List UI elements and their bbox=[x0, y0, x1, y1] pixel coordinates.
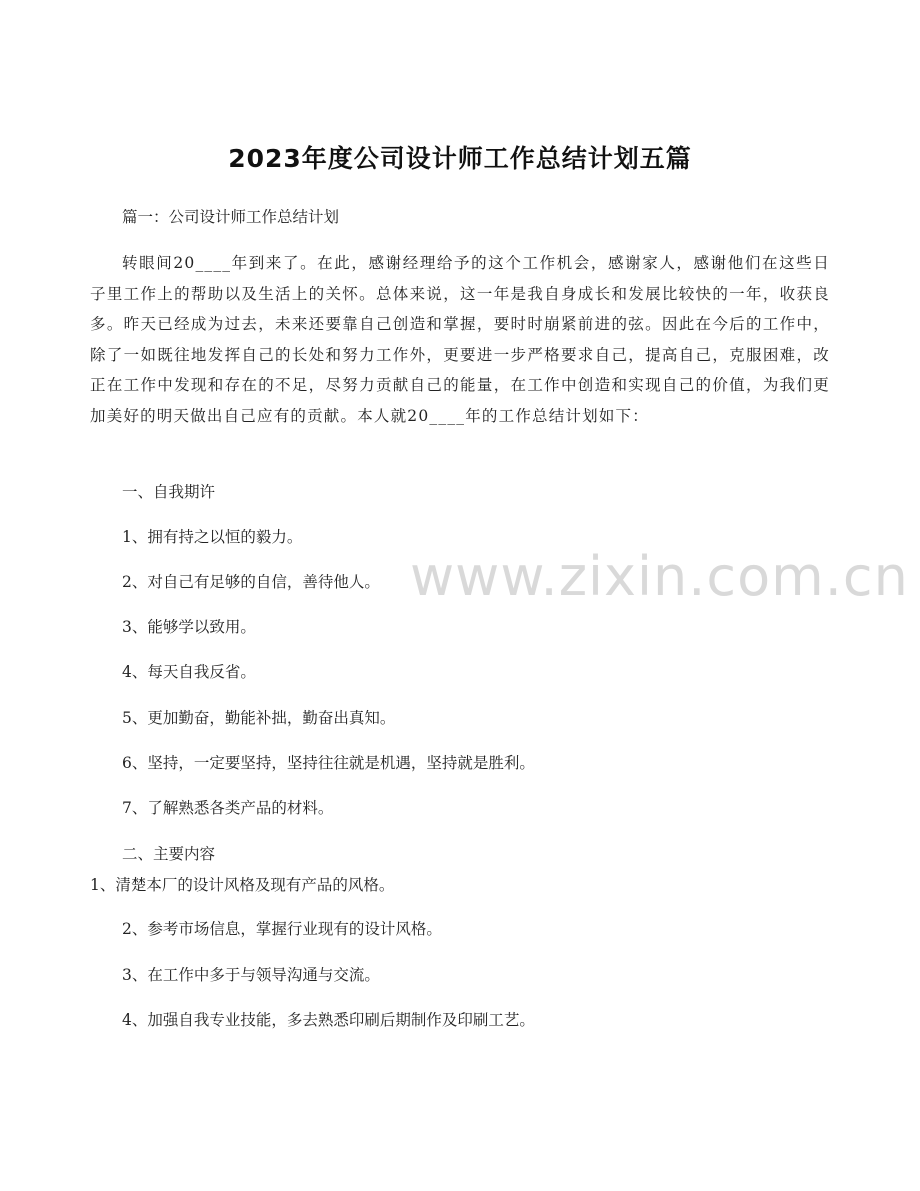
list-item: 3、在工作中多于与领导沟通与交流。 bbox=[122, 966, 380, 984]
list-item: 1、拥有持之以恒的毅力。 bbox=[122, 528, 303, 546]
list-item: 6、坚持，一定要坚持，坚持往往就是机遇，坚持就是胜利。 bbox=[122, 754, 535, 772]
intro-paragraph: 转眼间20____年到来了。在此，感谢经理给予的这个工作机会，感谢家人，感谢他们在这些日子里工作上的帮助以及生活上的关怀。总体来说，这一年是我自身成长和发展比较快的一年，收获良多。昨天已经成为过去，未来还要靠自己创造和掌握，要时时崩紧前进的弦。因此在今后的工作中，除了一如既往地发挥自己的长处和努力工作外，更要进一步严格要求自己，提高自己，克服困难，改正在工作中发现和存在的不足，尽努力贡献自己的能量，在工作中创造和实现自己的价值，为我们更加美好的明天做出自己应有的贡献。本人就20____年的工作总结计划如下： bbox=[90, 254, 830, 425]
list-item: 2、对自己有足够的自信，善待他人。 bbox=[122, 573, 380, 591]
part-one-heading: 一、自我期许 bbox=[122, 483, 216, 501]
watermark-text: www.zixin.com.cn bbox=[410, 545, 909, 608]
list-item: 4、加强自我专业技能，多去熟悉印刷后期制作及印刷工艺。 bbox=[122, 1011, 535, 1029]
list-item: 1、清楚本厂的设计风格及现有产品的风格。 bbox=[90, 876, 395, 894]
list-item: 7、了解熟悉各类产品的材料。 bbox=[122, 799, 334, 817]
list-item: 4、每天自我反省。 bbox=[122, 663, 256, 681]
part-two-heading: 二、主要内容 bbox=[122, 845, 216, 863]
list-item: 2、参考市场信息，掌握行业现有的设计风格。 bbox=[122, 920, 442, 938]
section-heading: 篇一：公司设计师工作总结计划 bbox=[122, 208, 340, 226]
list-item: 5、更加勤奋，勤能补拙，勤奋出真知。 bbox=[122, 709, 396, 727]
list-item: 3、能够学以致用。 bbox=[122, 618, 256, 636]
document-title: 2023年度公司设计师工作总结计划五篇 bbox=[228, 144, 692, 173]
